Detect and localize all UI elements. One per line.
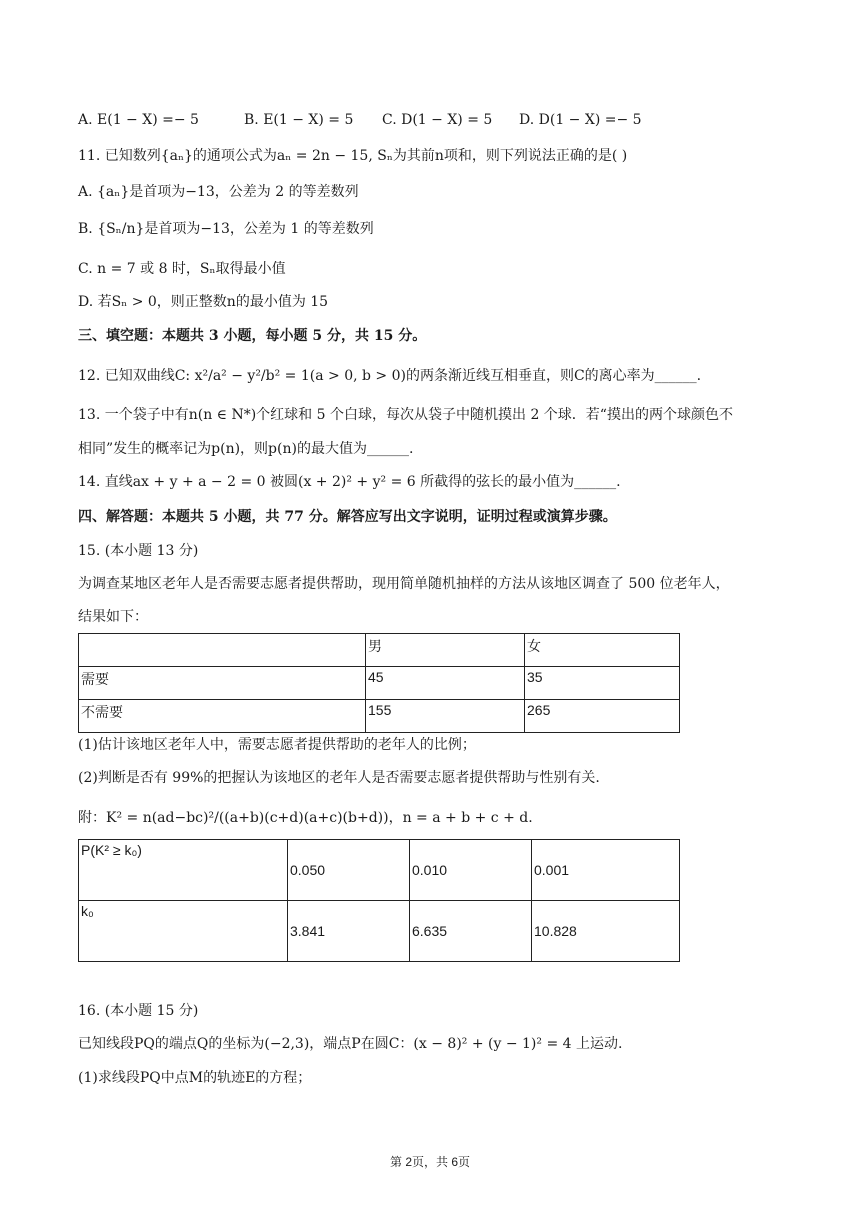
table-cell: 0.010 bbox=[410, 840, 532, 901]
option-a: A. E(1 − X) =− 5 bbox=[78, 112, 199, 128]
table-row bbox=[79, 901, 680, 962]
page-footer: 第 2页，共 6页 bbox=[389, 1155, 471, 1169]
table-cell: 男 bbox=[366, 634, 525, 667]
table-cell: 0.050 bbox=[288, 840, 410, 901]
question-11-option-d: D. 若Sₙ > 0，则正整数n的最小值为 15 bbox=[78, 294, 329, 310]
question-15-text-line-2: 结果如下： bbox=[78, 609, 148, 625]
table-row bbox=[79, 700, 680, 733]
table-cell: 35 bbox=[525, 667, 680, 700]
table-cell: 3.841 bbox=[288, 901, 410, 962]
table-cell: 45 bbox=[366, 667, 525, 700]
table-row bbox=[79, 840, 680, 901]
question-15-part-1: (1)估计该地区老年人中，需要志愿者提供帮助的老年人的比例； bbox=[78, 737, 476, 753]
question-16-title: 16. (本小题 15 分) bbox=[78, 1003, 199, 1019]
table-cell: 0.001 bbox=[532, 840, 680, 901]
formula-note: 附：K² = n(ad−bc)²/((a+b)(c+d)(a+c)(b+d))，n = a + b + c + d. bbox=[78, 810, 533, 826]
question-11-option-a: A. {aₙ}是首项为−13，公差为 2 的等差数列 bbox=[78, 184, 359, 200]
survey-table bbox=[78, 633, 680, 733]
question-16-text: 已知线段PQ的端点Q的坐标为(−2,3)，端点P在圆C：(x − 8)² + (y − 1)² = 4 上运动. bbox=[78, 1036, 623, 1052]
table-cell: 265 bbox=[525, 700, 680, 733]
table-cell: 6.635 bbox=[410, 901, 532, 962]
section-answer-heading: 四、解答题：本题共 5 小题，共 77 分。解答应写出文字说明，证明过程或演算步骤。 bbox=[78, 509, 617, 525]
table-cell: 女 bbox=[525, 634, 680, 667]
question-13-line-1: 13. 一个袋子中有n(n ∈ N*)个红球和 5 个白球，每次从袋子中随机摸出 2 个球．若“摸出的两个球颜色不 bbox=[78, 407, 733, 423]
table-cell bbox=[79, 634, 366, 667]
option-c: C. D(1 − X) = 5 bbox=[382, 112, 493, 128]
table-row bbox=[79, 634, 680, 667]
table-cell: 10.828 bbox=[532, 901, 680, 962]
question-14: 14. 直线ax + y + a − 2 = 0 被圆(x + 2)² + y² = 6 所截得的弦长的最小值为______. bbox=[78, 474, 621, 490]
table-cell: 需要 bbox=[79, 667, 366, 700]
table-row bbox=[79, 667, 680, 700]
option-b: B. E(1 − X) = 5 bbox=[244, 112, 354, 128]
option-d: D. D(1 − X) =− 5 bbox=[519, 112, 642, 128]
question-15-title: 15. (本小题 13 分) bbox=[78, 543, 199, 559]
question-12: 12. 已知双曲线C: x²/a² − y²/b² = 1(a > 0, b > 0)的两条渐近线互相垂直，则C的离心率为______. bbox=[78, 368, 702, 384]
table-cell: 不需要 bbox=[79, 700, 366, 733]
question-11-option-b: B. {Sₙ/n}是首项为−13，公差为 1 的等差数列 bbox=[78, 221, 374, 237]
table-cell: 155 bbox=[366, 700, 525, 733]
question-13-line-2: 相同”发生的概率记为p(n)，则p(n)的最大值为______. bbox=[78, 441, 414, 457]
question-15-text-line-1: 为调查某地区老年人是否需要志愿者提供帮助，现用简单随机抽样的方法从该地区调查了 500 位老年人， bbox=[78, 576, 730, 592]
table-cell: P(K² ≥ k₀) bbox=[79, 840, 288, 901]
question-11-option-c: C. n = 7 或 8 时，Sₙ取得最小值 bbox=[78, 261, 286, 277]
critical-value-table bbox=[78, 839, 680, 962]
table-cell: k₀ bbox=[79, 901, 288, 962]
section-fill-in-heading: 三、填空题：本题共 3 小题，每小题 5 分，共 15 分。 bbox=[78, 328, 427, 344]
question-16-part-1: (1)求线段PQ中点M的轨迹E的方程； bbox=[78, 1070, 312, 1086]
question-11-stem: 11. 已知数列{aₙ}的通项公式为aₙ = 2n − 15, Sₙ为其前n项和，则下列说法正确的是( ) bbox=[78, 148, 628, 164]
question-15-part-2: (2)判断是否有 99%的把握认为该地区的老年人是否需要志愿者提供帮助与性别有关. bbox=[78, 770, 600, 786]
